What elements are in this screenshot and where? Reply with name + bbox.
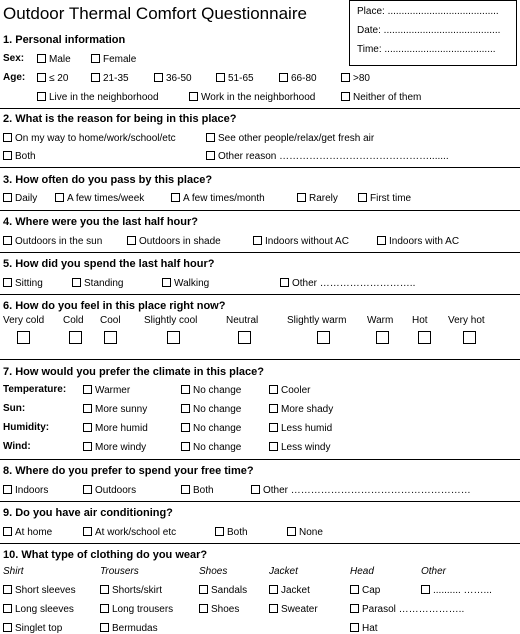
option-humidity[interactable]: Less humid — [269, 423, 332, 434]
checkbox-icon — [350, 585, 359, 594]
option-shoes[interactable]: Shoes — [199, 604, 239, 615]
page-title: Outdoor Thermal Comfort Questionnaire — [3, 4, 307, 23]
checkbox-icon — [253, 236, 262, 245]
option-sun[interactable]: No change — [181, 404, 241, 415]
section-8-title: 8. Where do you prefer to spend your free time? — [3, 465, 254, 477]
checkbox-icon — [100, 623, 109, 632]
checkbox-icon — [91, 73, 100, 82]
place-field[interactable]: Place: ........................................ — [357, 6, 499, 17]
checkbox-icon — [358, 193, 367, 202]
checkbox-icon — [199, 585, 208, 594]
option-trousers[interactable]: Long trousers — [100, 604, 173, 615]
age-label: Age: — [3, 72, 26, 83]
checkbox-icon — [100, 604, 109, 613]
scale-label: Hot — [412, 315, 428, 326]
scale-checkbox[interactable] — [463, 331, 476, 344]
divider — [0, 167, 520, 168]
sun-label: Sun: — [3, 403, 26, 414]
scale-label: Neutral — [226, 315, 259, 326]
option-shoes[interactable]: Sandals — [199, 585, 247, 596]
option-trousers[interactable]: Bermudas — [100, 623, 158, 634]
divider — [0, 294, 520, 295]
option-sun[interactable]: More sunny — [83, 404, 147, 415]
scale-label: Slightly warm — [287, 315, 347, 326]
option-neither[interactable]: Neither of them — [341, 92, 421, 103]
checkbox-icon — [37, 54, 46, 63]
option-activity[interactable]: Sitting — [3, 278, 43, 289]
section-6-title: 6. How do you feel in this place right now? — [3, 300, 226, 312]
checkbox-icon — [3, 133, 12, 142]
checkbox-icon — [83, 423, 92, 432]
checkbox-icon — [154, 73, 163, 82]
scale-checkbox[interactable] — [317, 331, 330, 344]
checkbox-icon — [181, 423, 190, 432]
scale-checkbox[interactable] — [167, 331, 180, 344]
option-head[interactable]: Parasol ……………….. — [350, 604, 464, 615]
section-3-title: 3. How often do you pass by this place? — [3, 174, 213, 186]
option-jacket[interactable]: Jacket — [269, 585, 310, 596]
option-free-time[interactable]: Indoors — [3, 485, 48, 496]
checkbox-icon — [279, 73, 288, 82]
option-shirt[interactable]: Singlet top — [3, 623, 62, 634]
option-activity[interactable]: Other ……………………….. — [280, 278, 415, 289]
option-frequency[interactable]: A few times/month — [171, 193, 265, 204]
sex-label: Sex: — [3, 53, 25, 64]
option-free-time[interactable]: Both — [181, 485, 214, 496]
divider — [0, 359, 520, 360]
option-temperature[interactable]: No change — [181, 385, 241, 396]
checkbox-icon — [83, 404, 92, 413]
checkbox-icon — [377, 236, 386, 245]
section-1-title: 1. Personal information — [3, 34, 126, 46]
checkbox-icon — [162, 278, 171, 287]
option-free-time[interactable]: Other ……………………………………………… — [251, 485, 471, 496]
option-live[interactable]: Live in the neighborhood — [37, 92, 159, 103]
column-jacket: Jacket — [269, 566, 298, 577]
option-ac[interactable]: At work/school etc — [83, 527, 176, 538]
checkbox-icon — [206, 133, 215, 142]
option-head[interactable]: Hat — [350, 623, 378, 634]
checkbox-icon — [83, 485, 92, 494]
option-ac[interactable]: Both — [215, 527, 248, 538]
checkbox-icon — [83, 442, 92, 451]
divider — [0, 501, 520, 502]
option-other-clothing[interactable]: .......... ……... — [421, 585, 492, 596]
option-temperature[interactable]: Warmer — [83, 385, 130, 396]
checkbox-icon — [280, 278, 289, 287]
checkbox-icon — [269, 585, 278, 594]
time-field[interactable]: Time: ........................................ — [357, 44, 496, 55]
column-head: Head — [350, 566, 374, 577]
checkbox-icon — [83, 527, 92, 536]
option-location[interactable]: Outdoors in the sun — [3, 236, 102, 247]
option-age[interactable]: 36-50 — [154, 73, 192, 84]
scale-label: Warm — [367, 315, 394, 326]
option-free-time[interactable]: Outdoors — [83, 485, 136, 496]
checkbox-icon — [269, 442, 278, 451]
option-age[interactable]: >80 — [341, 73, 370, 84]
option-both[interactable]: Both — [3, 151, 36, 162]
column-shoes: Shoes — [199, 566, 228, 577]
checkbox-icon — [3, 604, 12, 613]
checkbox-icon — [287, 527, 296, 536]
divider — [0, 543, 520, 544]
option-trousers[interactable]: Shorts/skirt — [100, 585, 162, 596]
option-sun[interactable]: More shady — [269, 404, 333, 415]
column-trousers: Trousers — [100, 566, 139, 577]
checkbox-icon — [3, 193, 12, 202]
checkbox-icon — [83, 385, 92, 394]
scale-checkbox[interactable] — [376, 331, 389, 344]
scale-checkbox[interactable] — [238, 331, 251, 344]
option-female[interactable]: Female — [91, 54, 136, 65]
option-humidity[interactable]: More humid — [83, 423, 148, 434]
option-work[interactable]: Work in the neighborhood — [189, 92, 315, 103]
checkbox-icon — [3, 527, 12, 536]
checkbox-icon — [269, 604, 278, 613]
checkbox-icon — [91, 54, 100, 63]
checkbox-icon — [37, 73, 46, 82]
scale-label: Cold — [63, 315, 84, 326]
divider — [0, 252, 520, 253]
section-10-title: 10. What type of clothing do you wear? — [3, 549, 208, 561]
checkbox-icon — [297, 193, 306, 202]
scale-checkbox[interactable] — [69, 331, 82, 344]
section-9-title: 9. Do you have air conditioning? — [3, 507, 173, 519]
option-other-reason[interactable]: Other reason ………………………………………....... — [206, 151, 449, 162]
checkbox-icon — [3, 623, 12, 632]
date-field[interactable]: Date: .......................................... — [357, 25, 501, 36]
option-activity[interactable]: Standing — [72, 278, 123, 289]
meta-box — [349, 0, 517, 66]
checkbox-icon — [3, 485, 12, 494]
checkbox-icon — [3, 585, 12, 594]
option-male[interactable]: Male — [37, 54, 71, 65]
section-2-title: 2. What is the reason for being in this place? — [3, 113, 237, 125]
checkbox-icon — [215, 527, 224, 536]
checkbox-icon — [421, 585, 430, 594]
checkbox-icon — [206, 151, 215, 160]
option-location[interactable]: Indoors without AC — [253, 236, 349, 247]
checkbox-icon — [216, 73, 225, 82]
option-humidity[interactable]: No change — [181, 423, 241, 434]
option-frequency[interactable]: Daily — [3, 193, 37, 204]
checkbox-icon — [181, 485, 190, 494]
section-5-title: 5. How did you spend the last half hour? — [3, 258, 215, 270]
wind-label: Wind: — [3, 441, 31, 452]
humidity-label: Humidity: — [3, 422, 50, 433]
divider — [0, 210, 520, 211]
option-see[interactable]: See other people/relax/get fresh air — [206, 133, 374, 144]
scale-label: Very cold — [3, 315, 45, 326]
divider — [0, 108, 520, 109]
option-location[interactable]: Outdoors in shade — [127, 236, 221, 247]
checkbox-icon — [341, 73, 350, 82]
option-wind[interactable]: Less windy — [269, 442, 330, 453]
checkbox-icon — [181, 442, 190, 451]
scale-checkbox[interactable] — [17, 331, 30, 344]
option-shirt[interactable]: Short sleeves — [3, 585, 76, 596]
option-age[interactable]: 66-80 — [279, 73, 317, 84]
checkbox-icon — [341, 92, 350, 101]
scale-label: Cool — [100, 315, 121, 326]
option-age[interactable]: 21-35 — [91, 73, 129, 84]
section-7-title: 7. How would you prefer the climate in this place? — [3, 366, 264, 378]
option-ac[interactable]: None — [287, 527, 323, 538]
checkbox-icon — [199, 604, 208, 613]
section-4-title: 4. Where were you the last half hour? — [3, 216, 198, 228]
option-frequency[interactable]: First time — [358, 193, 411, 204]
option-jacket[interactable]: Sweater — [269, 604, 318, 615]
option-shirt[interactable]: Long sleeves — [3, 604, 74, 615]
checkbox-icon — [350, 604, 359, 613]
checkbox-icon — [269, 385, 278, 394]
option-temperature[interactable]: Cooler — [269, 385, 310, 396]
scale-label: Slightly cool — [144, 315, 198, 326]
checkbox-icon — [189, 92, 198, 101]
checkbox-icon — [127, 236, 136, 245]
checkbox-icon — [72, 278, 81, 287]
option-location[interactable]: Indoors with AC — [377, 236, 459, 247]
column-other: Other — [421, 566, 447, 577]
option-head[interactable]: Cap — [350, 585, 380, 596]
column-shirt: Shirt — [3, 566, 24, 577]
checkbox-icon — [181, 404, 190, 413]
checkbox-icon — [3, 236, 12, 245]
checkbox-icon — [55, 193, 64, 202]
checkbox-icon — [3, 278, 12, 287]
option-frequency[interactable]: Rarely — [297, 193, 338, 204]
checkbox-icon — [251, 485, 260, 494]
checkbox-icon — [350, 623, 359, 632]
option-age[interactable]: 51-65 — [216, 73, 254, 84]
scale-checkbox[interactable] — [104, 331, 117, 344]
option-ac[interactable]: At home — [3, 527, 52, 538]
scale-checkbox[interactable] — [418, 331, 431, 344]
divider — [0, 459, 520, 460]
checkbox-icon — [37, 92, 46, 101]
option-activity[interactable]: Walking — [162, 278, 209, 289]
temperature-label: Temperature: — [3, 384, 67, 395]
checkbox-icon — [100, 585, 109, 594]
checkbox-icon — [171, 193, 180, 202]
option-age[interactable]: ≤ 20 — [37, 73, 68, 84]
scale-label: Very hot — [448, 315, 485, 326]
option-wind[interactable]: More windy — [83, 442, 146, 453]
option-way[interactable]: On my way to home/work/school/etc — [3, 133, 176, 144]
option-frequency[interactable]: A few times/week — [55, 193, 144, 204]
checkbox-icon — [269, 404, 278, 413]
option-wind[interactable]: No change — [181, 442, 241, 453]
checkbox-icon — [3, 151, 12, 160]
checkbox-icon — [181, 385, 190, 394]
checkbox-icon — [269, 423, 278, 432]
